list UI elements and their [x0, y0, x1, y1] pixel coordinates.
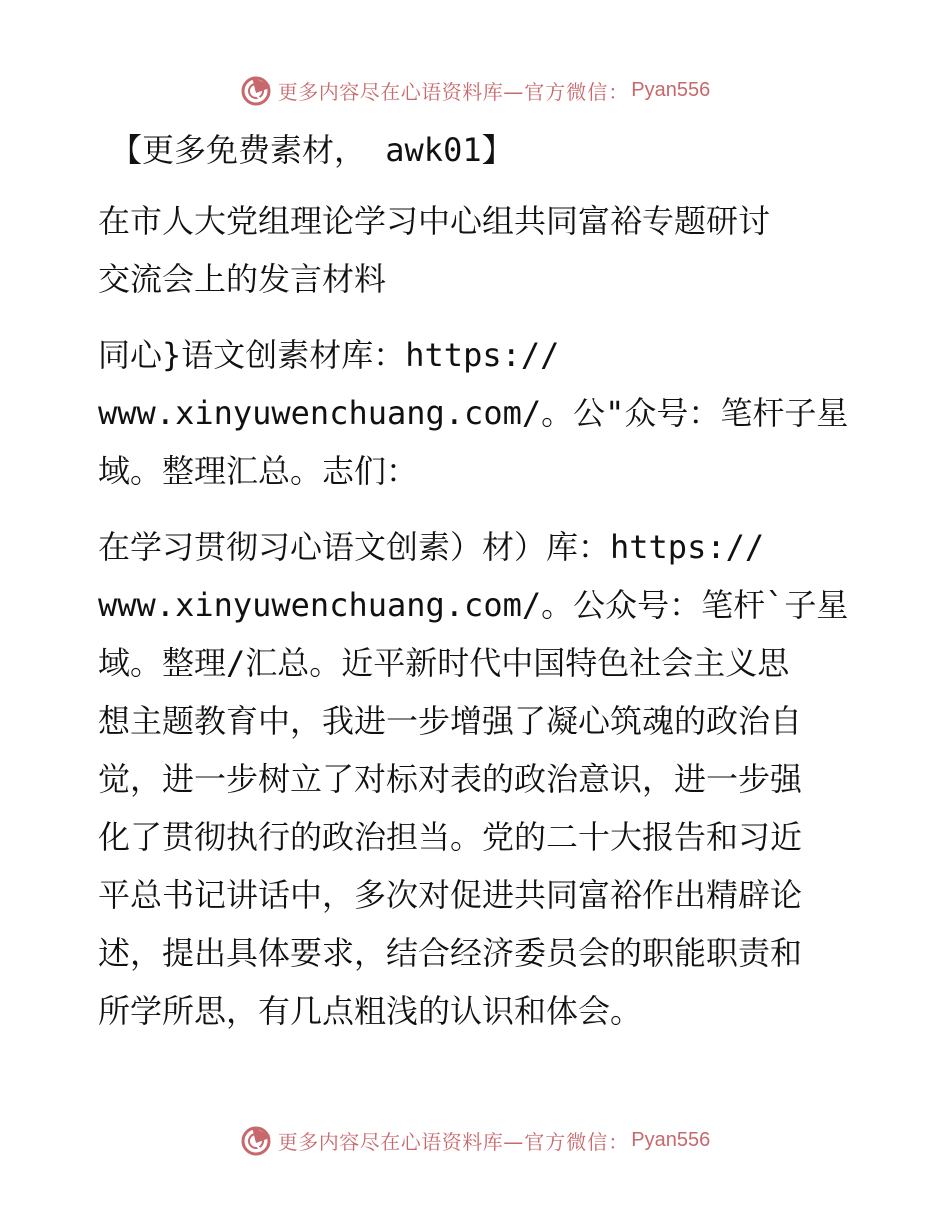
- paragraph2-line-1: 在学习贯彻习心语文创素）材）库：https://: [98, 528, 765, 566]
- paragraph2-line-5: 觉，进一步树立了对标对表的政治意识，进一步强: [98, 760, 803, 798]
- paragraph1-line-2: www.xinyuwenchuang.com/。公"众号：笔杆子星: [98, 394, 849, 432]
- watermark-official-text: —官方微信：: [503, 79, 630, 104]
- brand-logo-icon: [240, 1123, 274, 1157]
- title-line-1: 在市人大党组理论学习中心组共同富裕专题研讨: [98, 202, 771, 240]
- paragraph2-line-6: 化了贯彻执行的政治担当。党的二十大报告和习近: [98, 818, 803, 856]
- title-line-2: 交流会上的发言材料: [98, 260, 387, 298]
- watermark-official-text: —官方微信：: [503, 1129, 630, 1154]
- paragraph2-line-8: 述，提出具体要求，结合经济委员会的职能职责和: [98, 934, 803, 972]
- paragraph2-line-4: 想主题教育中，我进一步增强了凝心筑魂的政治自: [98, 702, 803, 740]
- paragraph1-line-3: 域。整理汇总。志们：: [98, 452, 419, 490]
- brand-logo-icon: [240, 73, 274, 107]
- watermark-brand-text: 更多内容尽在心语资料库: [277, 79, 504, 104]
- watermark-brand-text: 更多内容尽在心语资料库: [277, 1129, 504, 1154]
- watermark-banner-top: [0, 70, 950, 110]
- paragraph2-line-7: 平总书记讲话中，多次对促进共同富裕作出精辟论: [98, 876, 803, 914]
- paragraph2-line-3: 域。整理/汇总。近平新时代中国特色社会主义思: [98, 644, 790, 682]
- paragraph2-line-2: www.xinyuwenchuang.com/。公众号：笔杆`子星: [98, 586, 849, 624]
- paragraph2-line-9: 所学所思，有几点粗浅的认识和体会。: [98, 992, 643, 1030]
- watermark-banner-bottom: [0, 1120, 950, 1160]
- paragraph1-line-1: 同心}语文创素材库：https://: [98, 336, 560, 374]
- watermark-wechat-id: Pyan556: [631, 1128, 711, 1151]
- watermark-wechat-id: Pyan556: [631, 78, 711, 101]
- header-note: 【更多免费素材， awk01】: [110, 131, 514, 169]
